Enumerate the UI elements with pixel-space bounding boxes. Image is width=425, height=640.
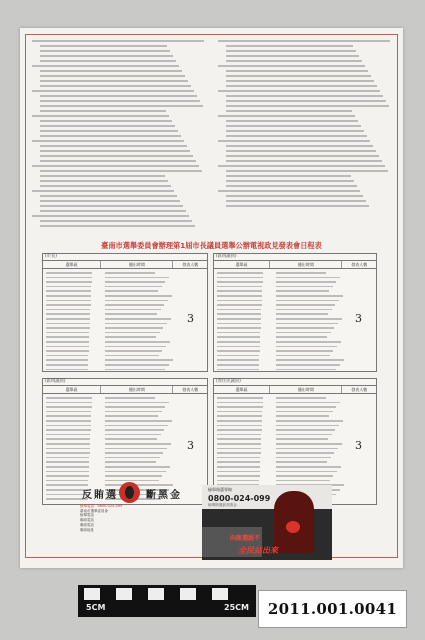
text-line [40,120,172,122]
scale-cell [84,588,100,600]
table-cell-line [217,369,259,371]
text-line [40,45,167,47]
table-cell-line [276,286,333,288]
table-cell-line [276,402,340,404]
table-cell-line [217,281,263,283]
table-cell-line [276,277,340,279]
speaker-count: 3 [187,312,194,325]
table-cell-line [217,438,261,440]
text-line [40,50,170,52]
advert-slogan-1: 向賄選說不 [230,535,261,542]
table-cell-line [217,448,261,450]
table-cell-line [46,332,89,334]
table-cell-line [105,318,171,320]
table-cell-line [217,402,263,404]
table-cell-line [217,277,263,279]
table-cell-line [105,323,167,325]
table-cell-line [217,415,262,417]
table-cell-line [46,300,91,302]
table-cell-line [105,327,163,329]
table-cell-line [217,323,261,325]
table-cell-line [276,480,330,482]
table-cell-line [217,336,260,338]
table-cell-line [276,313,328,315]
header-time: 播出時間 [270,386,342,393]
text-line [226,120,358,122]
table-cell-line [105,332,160,334]
table-cell-line [105,277,169,279]
table-cell-line [46,438,90,440]
contact-info [80,504,200,532]
table-cell-line [276,457,331,459]
text-line [40,75,185,77]
table-cell-line [217,471,260,473]
table-cell-line [276,452,334,454]
table-cell-line [217,290,262,292]
table-cell-line [105,350,162,352]
text-line [218,40,390,42]
table-group-label: (市長) [45,254,57,259]
speaker-count: 3 [355,312,362,325]
table-cell-line [46,466,89,468]
table-cell-line [105,429,164,431]
table-cell-line [46,461,89,463]
table-cell-line [276,406,336,408]
text-line [40,85,191,87]
table-cell-line [276,346,337,348]
table-cell-line [276,369,336,371]
table-cell-line [105,346,166,348]
report-hotline: 檢舉電話：0800-024-099 [80,504,123,508]
table-cell-line [46,425,91,427]
text-line [40,210,186,212]
table-cell-line [276,415,329,417]
text-line [226,170,388,172]
table-cell-line [276,300,339,302]
text-line [226,50,356,52]
scale-cell [180,588,196,600]
table-cell-line [46,313,90,315]
table-cell-line [217,429,262,431]
text-line [32,215,189,217]
table-cell-line [46,457,89,459]
table-cell-line [217,304,262,306]
table-cell-line [276,272,326,274]
text-line [226,180,354,182]
table-cell-line [105,281,165,283]
table-cell-line [46,309,90,311]
text-line [32,165,199,167]
contact-line: 聯絡電話 [80,518,94,523]
table-cell-line [46,318,90,320]
advert-caption: 檢舉賄選專線 [208,487,232,492]
table-cell-line [217,406,263,408]
text-line [40,150,190,152]
table-cell-line [276,443,342,445]
text-line [40,155,193,157]
table-cell-line [217,346,260,348]
text-line [40,110,166,112]
table-cell-line [46,480,88,482]
scale-cell [148,588,164,600]
text-line [218,190,360,192]
table-cell-line [276,411,333,413]
table-cell-line [276,304,335,306]
table-cell-line [105,313,157,315]
text-line [40,100,200,102]
table-cell-line [105,364,169,366]
text-line [226,100,386,102]
text-line [226,135,367,137]
table-cell-line [105,341,170,343]
text-line [40,195,177,197]
text-line [40,200,180,202]
table-cell-line [46,346,89,348]
scale-label-right: 25CM [224,603,249,612]
table-cell-line [276,434,332,436]
table-cell-line [217,350,260,352]
text-line [40,70,182,72]
text-line [32,65,179,67]
table-cell-line [276,309,332,311]
advert-slogan-2: 全民站出來 [238,546,278,555]
table-cell-line [105,471,166,473]
table-header-row [43,260,207,269]
scale-cell [116,588,132,600]
text-line [226,200,366,202]
table-cell-line [105,452,163,454]
table-cell-line [217,272,263,274]
table-cell-line [46,281,92,283]
slogan-anti-black-gold: 斷黑金 [146,490,182,501]
contact-line: 臺南市選舉委員會 [80,508,108,513]
text-line [32,115,169,117]
table-cell-line [217,457,260,459]
table-cell-line [46,355,88,357]
table-cell-line [105,300,168,302]
table-cell-line [105,448,167,450]
table-cell-line [105,480,159,482]
table-cell-line [105,411,162,413]
table-cell-line [46,411,91,413]
table-cell-line [46,277,92,279]
table-cell-line [276,466,341,468]
table-cell-line [46,359,88,361]
table-cell-line [217,425,262,427]
text-line [40,130,178,132]
text-line [226,185,357,187]
header-district: 選舉區 [43,386,101,393]
text-line [226,130,364,132]
text-line [226,145,373,147]
table-cell-line [276,461,327,463]
table-cell-line [217,420,262,422]
table-cell-line [46,471,89,473]
text-line [226,155,379,157]
table-cell-line [217,461,260,463]
table-cell-line [46,290,91,292]
table-cell-line [217,411,262,413]
table-cell-line [217,359,259,361]
contact-line: 檢舉電話 [80,513,94,518]
table-cell-line [105,336,156,338]
table-cell-line [276,429,335,431]
table-cell-line [217,397,263,399]
table-cell-line [276,290,329,292]
text-line [218,90,380,92]
text-line [226,95,383,97]
table-cell-line [105,415,158,417]
header-district: 選舉區 [214,386,270,393]
table-cell-line [217,295,262,297]
text-line [40,105,203,107]
text-line [32,140,184,142]
table-cell-line [217,300,262,302]
table-cell-line [276,471,337,473]
table-group-label: (區域議員) [216,254,237,259]
text-line [32,190,174,192]
text-line [226,75,371,77]
table-cell-line [46,286,91,288]
text-line [226,55,359,57]
text-line [226,195,363,197]
text-line [226,175,351,177]
text-line [226,150,376,152]
table-cell-line [46,415,91,417]
table-cell-line [276,397,326,399]
text-line [40,125,175,127]
anti-bribery-advert [202,485,332,560]
table-cell-line [105,434,161,436]
header-time: 播出時間 [101,261,173,268]
table-cell-line [217,475,260,477]
table-cell-line [276,332,331,334]
table-cell-line [46,402,92,404]
text-line [32,40,204,42]
table-cell-line [105,309,161,311]
table-cell-line [105,397,155,399]
table-cell-line [276,318,342,320]
text-line [218,165,385,167]
text-line [40,170,202,172]
table-cell-line [217,480,259,482]
table-header-row [214,385,376,394]
table-cell-line [105,438,157,440]
table-header-row [43,385,207,394]
table-cell-line [46,429,91,431]
table-cell-line [276,364,340,366]
text-line [226,60,362,62]
text-line [226,160,382,162]
schedule-table-councilor-1 [213,253,377,372]
table-cell-line [276,420,343,422]
text-line [32,90,194,92]
table-cell-line [217,364,259,366]
advert-subtext: 檢舉賄選最高獎金 [208,503,237,507]
table-cell-line [105,425,168,427]
contact-line: 聯絡電話 [80,522,94,527]
table-cell-line [105,461,156,463]
table-cell-line [46,327,90,329]
text-line [40,225,195,227]
contact-line: 聯絡地址 [80,527,94,532]
table-cell-line [276,425,339,427]
header-count: 發表人數 [182,262,199,267]
text-line [40,145,187,147]
table-cell-line [276,448,338,450]
text-line [218,65,365,67]
table-cell-line [276,359,344,361]
schedule-table-mayor [42,253,208,372]
table-cell-line [46,397,92,399]
header-district: 選舉區 [214,261,270,268]
table-cell-line [46,341,89,343]
table-group-label: (原住民議員) [216,379,241,384]
text-line [226,125,361,127]
table-cell-line [217,443,261,445]
header-time: 播出時間 [101,386,173,393]
text-line [40,55,173,57]
table-cell-line [105,406,165,408]
table-cell-line [276,336,327,338]
table-cell-line [105,286,162,288]
table-cell-line [217,309,261,311]
text-line [218,115,355,117]
table-cell-line [276,341,341,343]
text-line [226,205,369,207]
slogan-anti-vote-buying: 反賄選 [82,490,118,501]
table-cell-line [105,402,169,404]
text-line [40,135,181,137]
table-cell-line [276,295,343,297]
speaker-count: 3 [355,439,362,452]
table-cell-line [46,364,88,366]
text-line [226,70,368,72]
table-cell-line [276,350,333,352]
table-cell-line [46,304,91,306]
table-cell-line [105,295,172,297]
table-cell-line [217,341,260,343]
table-cell-line [217,313,261,315]
table-cell-line [105,272,155,274]
text-line [40,180,168,182]
table-cell-line [105,475,162,477]
table-cell-line [46,475,89,477]
table-cell-line [276,327,334,329]
header-district: 選舉區 [43,261,101,268]
text-line [218,140,370,142]
table-cell-line [46,434,90,436]
table-cell-line [217,332,260,334]
accession-number: 2011.001.0041 [258,590,407,628]
table-cell-line [276,438,328,440]
table-cell-line [46,452,90,454]
table-group-label: (區域議員) [45,379,66,384]
text-line [40,80,188,82]
heart-icon [286,521,300,533]
table-cell-line [105,304,164,306]
table-cell-line [46,272,92,274]
table-cell-line [46,350,89,352]
table-cell-line [276,281,336,283]
table-cell-line [105,420,172,422]
text-line [226,105,389,107]
text-line [226,45,353,47]
table-cell-line [46,323,90,325]
table-cell-line [46,448,90,450]
table-cell-line [217,355,259,357]
schedule-title: 臺南市選舉委員會辦理第1屆市長議員選舉公辦電視政見發表會日程表 [101,241,322,250]
table-cell-line [276,355,330,357]
table-cell-line [217,327,261,329]
table-cell-line [217,286,262,288]
scale-cell [212,588,228,600]
text-line [40,160,196,162]
text-line [226,110,352,112]
table-cell-line [46,420,91,422]
table-cell-line [105,369,165,371]
text-line [40,175,165,177]
text-line [40,95,197,97]
table-cell-line [217,452,261,454]
text-line [40,185,171,187]
table-cell-line [105,457,160,459]
table-cell-line [46,336,89,338]
table-cell-line [46,406,92,408]
advert-phone: 0800-024-099 [208,494,271,503]
table-cell-line [105,290,158,292]
table-cell-line [105,466,170,468]
table-cell-line [46,369,88,371]
table-cell-line [217,434,261,436]
header-time: 播出時間 [270,261,342,268]
table-cell-line [276,475,333,477]
table-header-row [214,260,376,269]
table-cell-line [105,355,159,357]
color-scale-bar [78,585,256,617]
header-count: 發表人數 [351,387,368,392]
text-line [226,85,377,87]
text-line [226,80,374,82]
scale-label-left: 5CM [86,603,106,612]
header-count: 發表人數 [182,387,199,392]
table-cell-line [276,323,338,325]
table-cell-line [217,466,260,468]
text-line [40,60,176,62]
table-cell-line [105,359,173,361]
speaker-count: 3 [187,439,194,452]
table-cell-line [46,443,90,445]
header-count: 發表人數 [351,262,368,267]
text-line [40,220,192,222]
election-logo-icon [119,482,140,503]
table-cell-line [105,443,171,445]
text-line [40,205,183,207]
table-cell-line [46,295,91,297]
table-cell-line [217,318,261,320]
